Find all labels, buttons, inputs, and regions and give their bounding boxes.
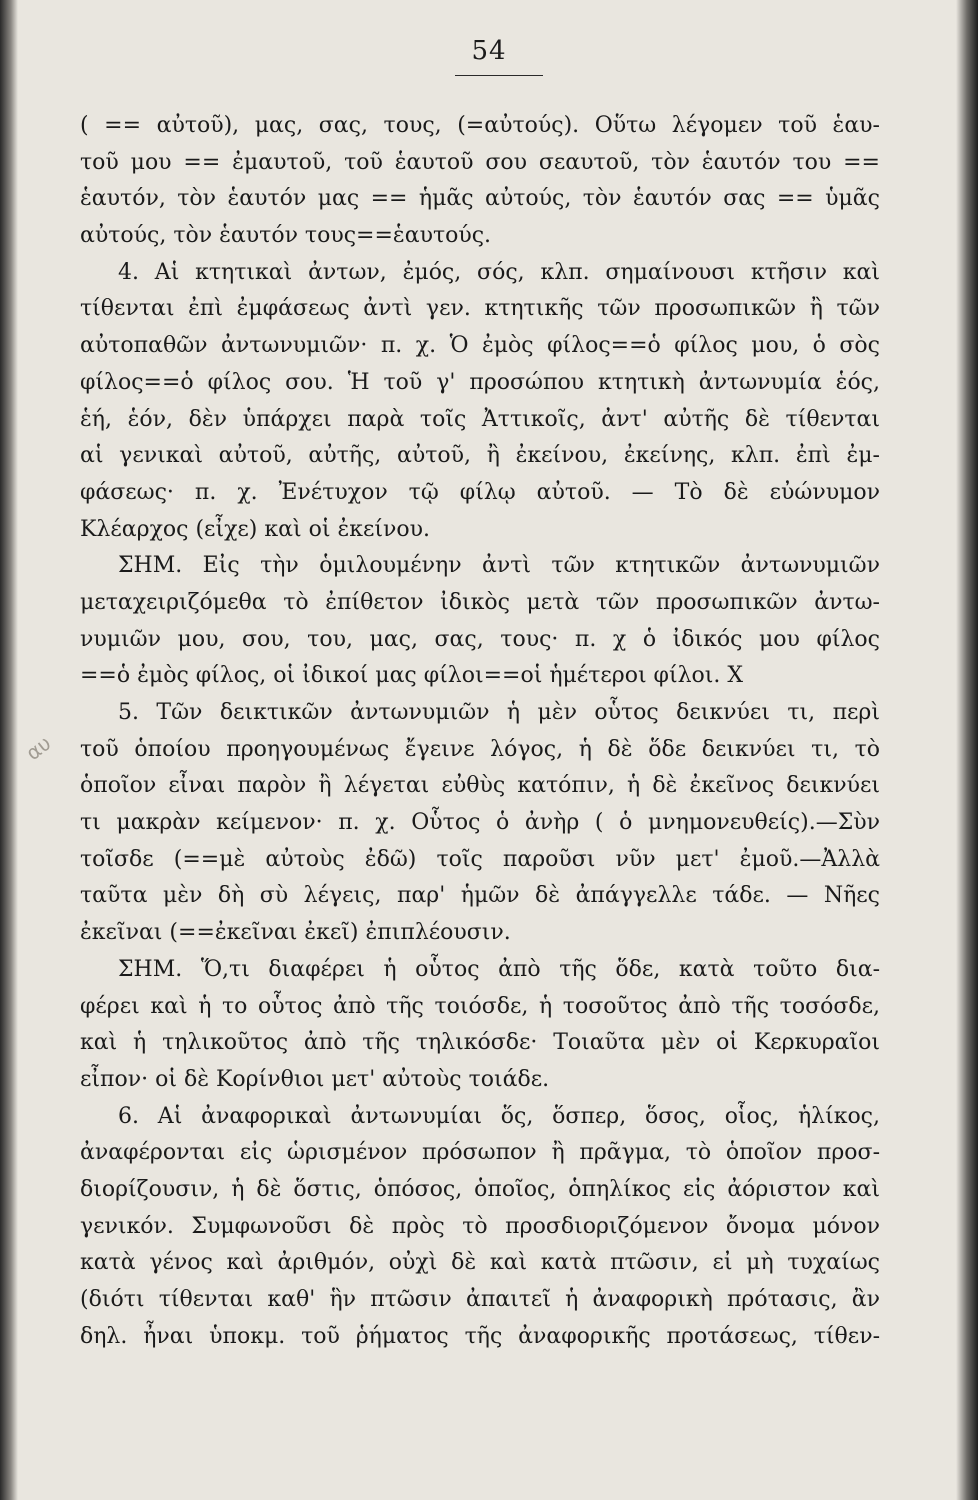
text-line: ὁποῖον εἶναι παρὸν ἢ λέγεται εὐθὺς κατόπιν, ἡ δὲ ἐκεῖνος δεικνύει [80,773,880,799]
text-line: γενικόν. Συμφωνοῦσι δὲ πρὸς τὸ προσδιοριζόμενον ὄνομα μόνον [80,1213,880,1239]
text-line: αἱ γενικαὶ αὐτοῦ, αὐτῆς, αὐτοῦ, ἢ ἐκείνου, ἐκείνης, κλπ. ἐπὶ ἐμ- [80,443,880,469]
text-line: φίλος==ὁ φίλος σου. Ἡ τοῦ γ' προσώπου κτητικὴ ἀντωνυμία ἑός, [80,369,880,395]
note-heading-line: ΣΗΜ. Ὅ,τι διαφέρει ἡ οὗτος ἀπὸ τῆς ὅδε, κατὰ τοῦτο δια- [118,956,880,982]
text-line: ==ὁ ἐμὸς φίλος, οἱ ἰδικοί μας φίλοι==οἱ ἡμέτεροι φίλοι. Χ [80,663,744,689]
text-line: ἐκεῖναι (==ἐκεῖναι ἐκεῖ) ἐπιπλέουσιν. [80,920,511,946]
text-line: τι μακρὰν κείμενον· π. χ. Οὗτος ὁ ἀνὴρ ( ὁ μνημονευθείς).—Σὺν [80,810,880,836]
text-line: κατὰ γένος καὶ ἀριθμόν, οὐχὶ δὲ καὶ κατὰ πτῶσιν, εἰ μὴ τυχαίως [80,1250,880,1276]
margin-annotation: αυ [21,730,56,766]
section-6-heading-line: 6. Αἱ ἀναφορικαὶ ἀντωνυμίαι ὅς, ὅσπερ, ὅσος, οἷος, ἡλίκος, [118,1103,880,1129]
text-line: ἀναφέρονται εἰς ὡρισμένον πρόσωπον ἢ πρᾶγμα, τὸ ὁποῖον προσ- [80,1140,880,1166]
note-heading-line: ΣΗΜ. Εἰς τὴν ὁμιλουμένην ἀντὶ τῶν κτητικῶν ἀντωνυμιῶν [118,553,880,579]
text-line: Κλέαρχος (εἶχε) καὶ οἱ ἐκείνου. [80,516,431,542]
page-number: 54 [471,36,507,66]
text-line: ( == αὐτοῦ), μας, σας, τους, (=αὐτούς). Οὕτω λέγομεν τοῦ ἑαυ- [80,113,880,138]
section-4-heading-line: 4. Αἱ κτητικαὶ ἀντων, ἐμός, σός, κλπ. σημαίνουσι κτῆσιν καὶ [118,259,880,285]
text-line: διορίζουσιν, ἡ δὲ ὅστις, ὁπόσος, ὁποῖος, ὁπηλίκος εἰς ἀόριστον καὶ [80,1176,880,1202]
text-line: ἑαυτόν, τὸν ἑαυτόν μας == ἡμᾶς αὐτούς, τὸν ἑαυτόν σας == ὑμᾶς [80,186,880,212]
body-text [80,108,880,1355]
text-line: αὐτούς, τὸν ἑαυτόν τους==ἑαυτούς. [80,223,492,249]
text-line: αὐτοπαθῶν ἀντωνυμιῶν· π. χ. Ὁ ἐμὸς φίλος==ὁ φίλος μου, ὁ σὸς [80,333,880,359]
text-line: τοῖσδε (==μὲ αὐτοὺς ἐδῶ) τοῖς παροῦσι νῦν μετ' ἐμοῦ.—Ἀλλὰ [80,846,880,872]
text-line: (διότι τίθενται καθ' ἣν πτῶσιν ἀπαιτεῖ ἡ ἀναφορικὴ πρότασις, ἂν [80,1287,880,1312]
text-line: καὶ ἡ τηλικοῦτος ἀπὸ τῆς τηλικόσδε· Τοιαῦτα μὲν οἱ Κερκυραῖοι [80,1030,880,1056]
section-5-heading-line: 5. Τῶν δεικτικῶν ἀντωνυμιῶν ἡ μὲν οὗτος δεικνύει τι, περὶ [118,700,880,725]
text-line: ταῦτα μὲν δὴ σὺ λέγεις, παρ' ἡμῶν δὲ ἀπάγγελλε τάδε. — Νῆες [80,883,880,909]
text-line: φέρει καὶ ἡ το οὗτος ἀπὸ τῆς τοιόσδε, ἡ τοσοῦτος ἀπὸ τῆς τοσόσδε, [80,993,880,1019]
text-line: δηλ. ἦναι ὑποκμ. τοῦ ῥήματος τῆς ἀναφορικῆς προτάσεως, τίθεν- [80,1323,880,1349]
text-line: νυμιῶν μου, σου, του, μας, σας, τους· π. χ ὁ ἰδικός μου φίλος [80,626,880,652]
header-rule [455,75,543,76]
text-line: τοῦ ὁποίου προηγουμένως ἔγεινε λόγος, ἡ δὲ ὅδε δεικνύει τι, τὸ [80,736,880,762]
text-line: ἑή, ἑόν, δὲν ὑπάρχει παρὰ τοῖς Ἀττικοῖς, ἀντ' αὐτῆς δὲ τίθενται [80,406,880,432]
text-line: μεταχειριζόμεθα τὸ ἐπίθετον ἰδικὸς μετὰ τῶν προσωπικῶν ἀντω- [80,589,880,615]
text-line: εἶπον· οἱ δὲ Κορίνθιοι μετ' αὐτοὺς τοιάδε. [80,1066,550,1092]
text-line: τίθενται ἐπὶ ἐμφάσεως ἀντὶ γεν. κτητικῆς τῶν προσωπικῶν ἢ τῶν [80,296,880,322]
text-line: φάσεως· π. χ. Ἐνέτυχον τῷ φίλῳ αὐτοῦ. — Τὸ δὲ εὐώνυμον [80,479,880,505]
text-line: τοῦ μου == ἐμαυτοῦ, τοῦ ἑαυτοῦ σου σεαυτοῦ, τὸν ἑαυτόν του == [80,149,880,175]
